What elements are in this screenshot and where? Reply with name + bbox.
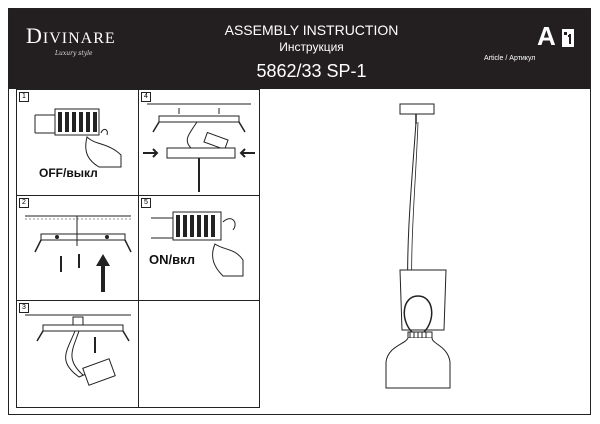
empty-panel [139, 301, 259, 407]
document-title: ASSEMBLY INSTRUCTION [224, 22, 399, 38]
terminal-block-off-illustration [17, 95, 138, 175]
header-bar [9, 9, 590, 89]
step-3-panel [17, 301, 138, 407]
category-letter: A [537, 21, 556, 51]
mounting-bracket-illustration [17, 196, 138, 300]
manual-book-icon [561, 28, 575, 48]
brand-logo: DIVINARE [26, 23, 116, 48]
step-5-panel [139, 196, 259, 300]
wiring-connection-illustration [17, 301, 138, 407]
brand-tagline: Luxury style [55, 50, 93, 57]
step-number: 3 [19, 303, 29, 313]
step-2-panel [17, 196, 138, 300]
canopy-mounting-illustration [139, 90, 259, 195]
steps-grid [16, 89, 260, 408]
step-1-label: OFF/выкл [39, 166, 98, 180]
step-number: 4 [141, 92, 151, 102]
terminal-block-on-illustration [139, 204, 259, 284]
step-number: 5 [141, 198, 151, 208]
step-1-panel [17, 90, 138, 195]
step-5-label: ON/вкл [149, 252, 196, 267]
step-number: 2 [19, 198, 29, 208]
document-subtitle: Инструкция [279, 40, 344, 54]
article-label: Article / Артикул [484, 55, 536, 62]
pendant-lamp-drawing [350, 100, 490, 400]
step-number: 1 [19, 92, 29, 102]
step-4-panel [139, 90, 259, 195]
article-number: 5862/33 SP-1 [256, 61, 367, 81]
